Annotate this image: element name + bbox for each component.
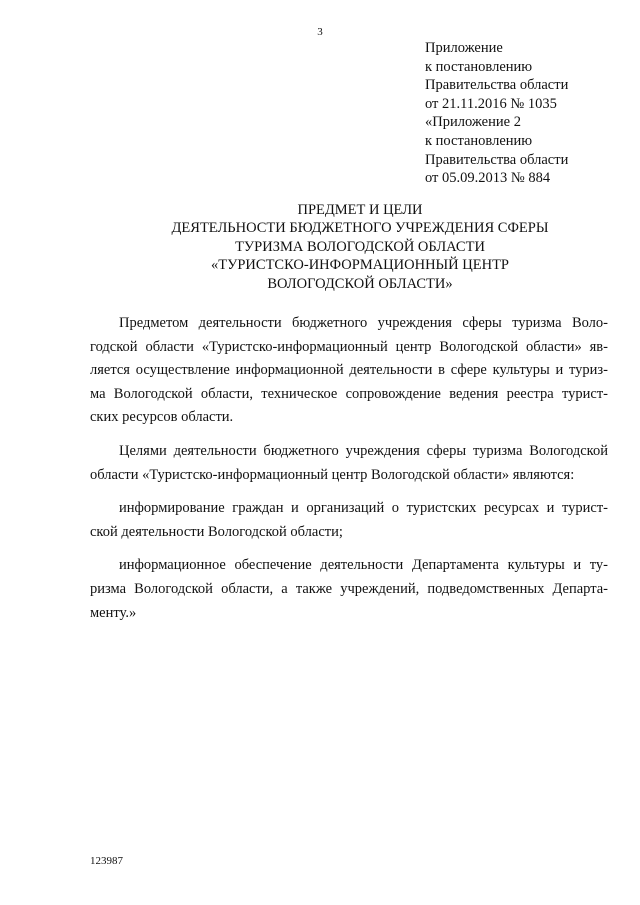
text-line: ризма Вологодской области, а также учреждений, подведомственных Департа- (90, 580, 608, 597)
appendix-block (425, 39, 625, 188)
paragraph-subject (90, 312, 608, 430)
appendix-line: от 05.09.2013 № 884 (425, 170, 551, 187)
title-line: ДЕЯТЕЛЬНОСТИ БЮДЖЕТНОГО УЧРЕЖДЕНИЯ СФЕРЫ (171, 220, 549, 237)
text-line: ма Вологодской области, техническое сопровождение ведения реестра турист- (90, 385, 608, 402)
text-line: годской области «Туристско-информационный центр Вологодской области» яв- (90, 338, 608, 355)
text-line: области «Туристско-информационный центр Вологодской области» являются: (90, 466, 575, 483)
text-line: ской деятельности Вологодской области; (90, 523, 343, 540)
document-code: 123987 (90, 855, 123, 867)
appendix-line: Правительства области (425, 151, 569, 168)
title-line: «ТУРИСТСКО-ИНФОРМАЦИОННЫЙ ЦЕНТР (210, 257, 509, 274)
title-line: ТУРИЗМА ВОЛОГОДСКОЙ ОБЛАСТИ (235, 238, 485, 255)
page-number: 3 (317, 26, 323, 38)
document-body (90, 312, 608, 635)
text-line: Предметом деятельности бюджетного учреждения сферы туризма Воло- (119, 315, 608, 331)
paragraph-goal-1 (90, 497, 608, 544)
appendix-line: Правительства области (425, 77, 569, 94)
paragraph-goals (90, 440, 608, 487)
text-line: Целями деятельности бюджетного учреждения сферы туризма Вологодской (119, 442, 608, 459)
title-line: ВОЛОГОДСКОЙ ОБЛАСТИ» (267, 275, 453, 292)
appendix-line: Приложение (425, 40, 503, 56)
text-line: ских ресурсов области. (90, 409, 234, 426)
appendix-line: «Приложение 2 (425, 114, 521, 131)
text-line: информирование граждан и организаций о туристских ресурсах и турист- (119, 500, 608, 517)
appendix-line: к постановлению (425, 58, 533, 75)
appendix-line: от 21.11.2016 № 1035 (425, 95, 557, 112)
text-line: менту.» (90, 604, 137, 621)
appendix-line: к постановлению (425, 132, 533, 149)
title-line: ПРЕДМЕТ И ЦЕЛИ (297, 202, 423, 218)
document-title (90, 201, 630, 293)
text-line: информационное обеспечение деятельности Департамента культуры и ту- (119, 557, 608, 574)
paragraph-goal-2 (90, 554, 608, 625)
text-line: ляется осуществление информационной деятельности в сфере культуры и туриз- (90, 362, 608, 379)
